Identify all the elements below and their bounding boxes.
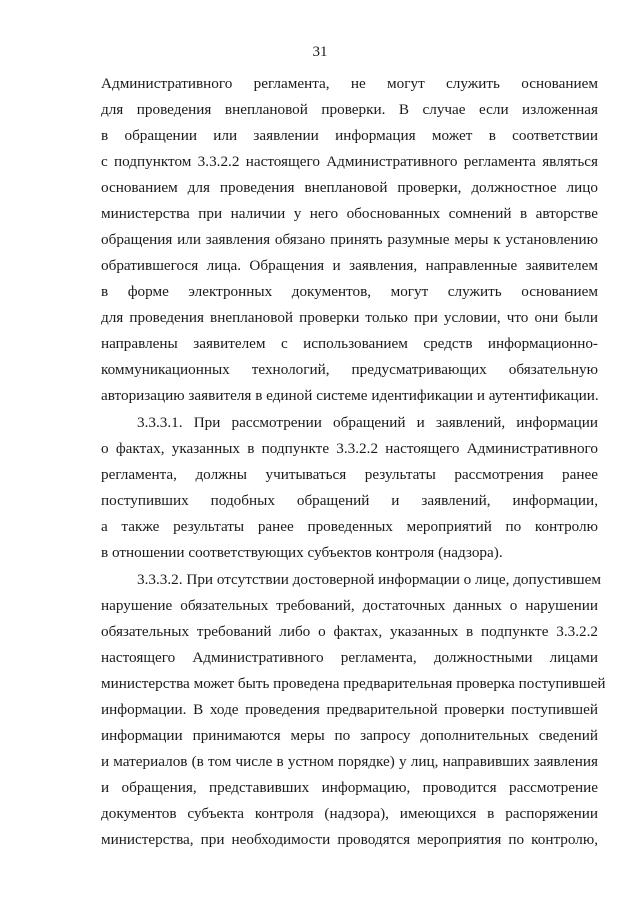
text-line: для проведения внеплановой проверки. В случае если изложенная — [101, 101, 598, 118]
text-line: настоящего Административного регламента, должностными лицами — [101, 649, 598, 666]
text-line: Административного регламента, не могут служить основанием — [101, 75, 598, 92]
text-line: обратившегося лица. Обращения и заявления, направленные заявителем — [101, 257, 598, 274]
text-line: авторизацию заявителя в единой системе идентификации и аутентификации. — [101, 387, 599, 404]
text-line: и материалов (в том числе в устном порядке) у лиц, направивших заявления — [101, 753, 598, 770]
text-line: основанием для проведения внеплановой проверки, должностное лицо — [101, 179, 598, 196]
text-line: 3.3.3.1. При рассмотрении обращений и заявлений, информации — [137, 414, 598, 431]
text-line: обязательных требований либо о фактах, указанных в подпункте 3.3.2.2 — [101, 623, 598, 640]
text-line: информации принимаются меры по запросу дополнительных сведений — [101, 727, 598, 744]
text-line: обращения или заявления обязано принять разумные меры к установлению — [101, 231, 598, 248]
text-line: в форме электронных документов, могут служить основанием — [101, 283, 598, 300]
page-number: 31 — [312, 44, 328, 60]
text-line: нарушение обязательных требований, достаточных данных о нарушении — [101, 597, 598, 614]
text-line: поступивших подобных обращений и заявлений, информации, — [101, 492, 598, 509]
text-line: министерства может быть проведена предварительная проверка поступившей — [101, 675, 606, 692]
text-line: в обращении или заявлении информация может в соответствии — [101, 127, 598, 144]
text-line: о фактах, указанных в подпункте 3.3.2.2 настоящего Административного — [101, 440, 598, 457]
text-line: министерства при наличии у него обоснованных сомнений в авторстве — [101, 205, 598, 222]
text-line: в отношении соответствующих субъектов контроля (надзора). — [101, 544, 503, 561]
text-line: 3.3.3.2. При отсутствии достоверной информации о лице, допустившем — [137, 571, 601, 588]
text-line: а также результаты ранее проведенных мероприятий по контролю — [101, 518, 598, 535]
text-line: документов субъекта контроля (надзора), имеющихся в распоряжении — [101, 805, 598, 822]
text-line: и обращения, представивших информацию, проводится рассмотрение — [101, 779, 598, 796]
text-line: с подпунктом 3.3.2.2 настоящего Административного регламента являться — [101, 153, 598, 170]
text-line: регламента, должны учитываться результаты рассмотрения ранее — [101, 466, 598, 483]
text-line: направлены заявителем с использованием средств информационно- — [101, 335, 598, 352]
text-line: информации. В ходе проведения предварительной проверки поступившей — [101, 701, 598, 718]
text-line: коммуникационных технологий, предусматривающих обязательную — [101, 361, 598, 378]
text-line: для проведения внеплановой проверки только при условии, что они были — [101, 309, 598, 326]
text-line: министерства, при необходимости проводятся мероприятия по контролю, — [101, 831, 598, 848]
